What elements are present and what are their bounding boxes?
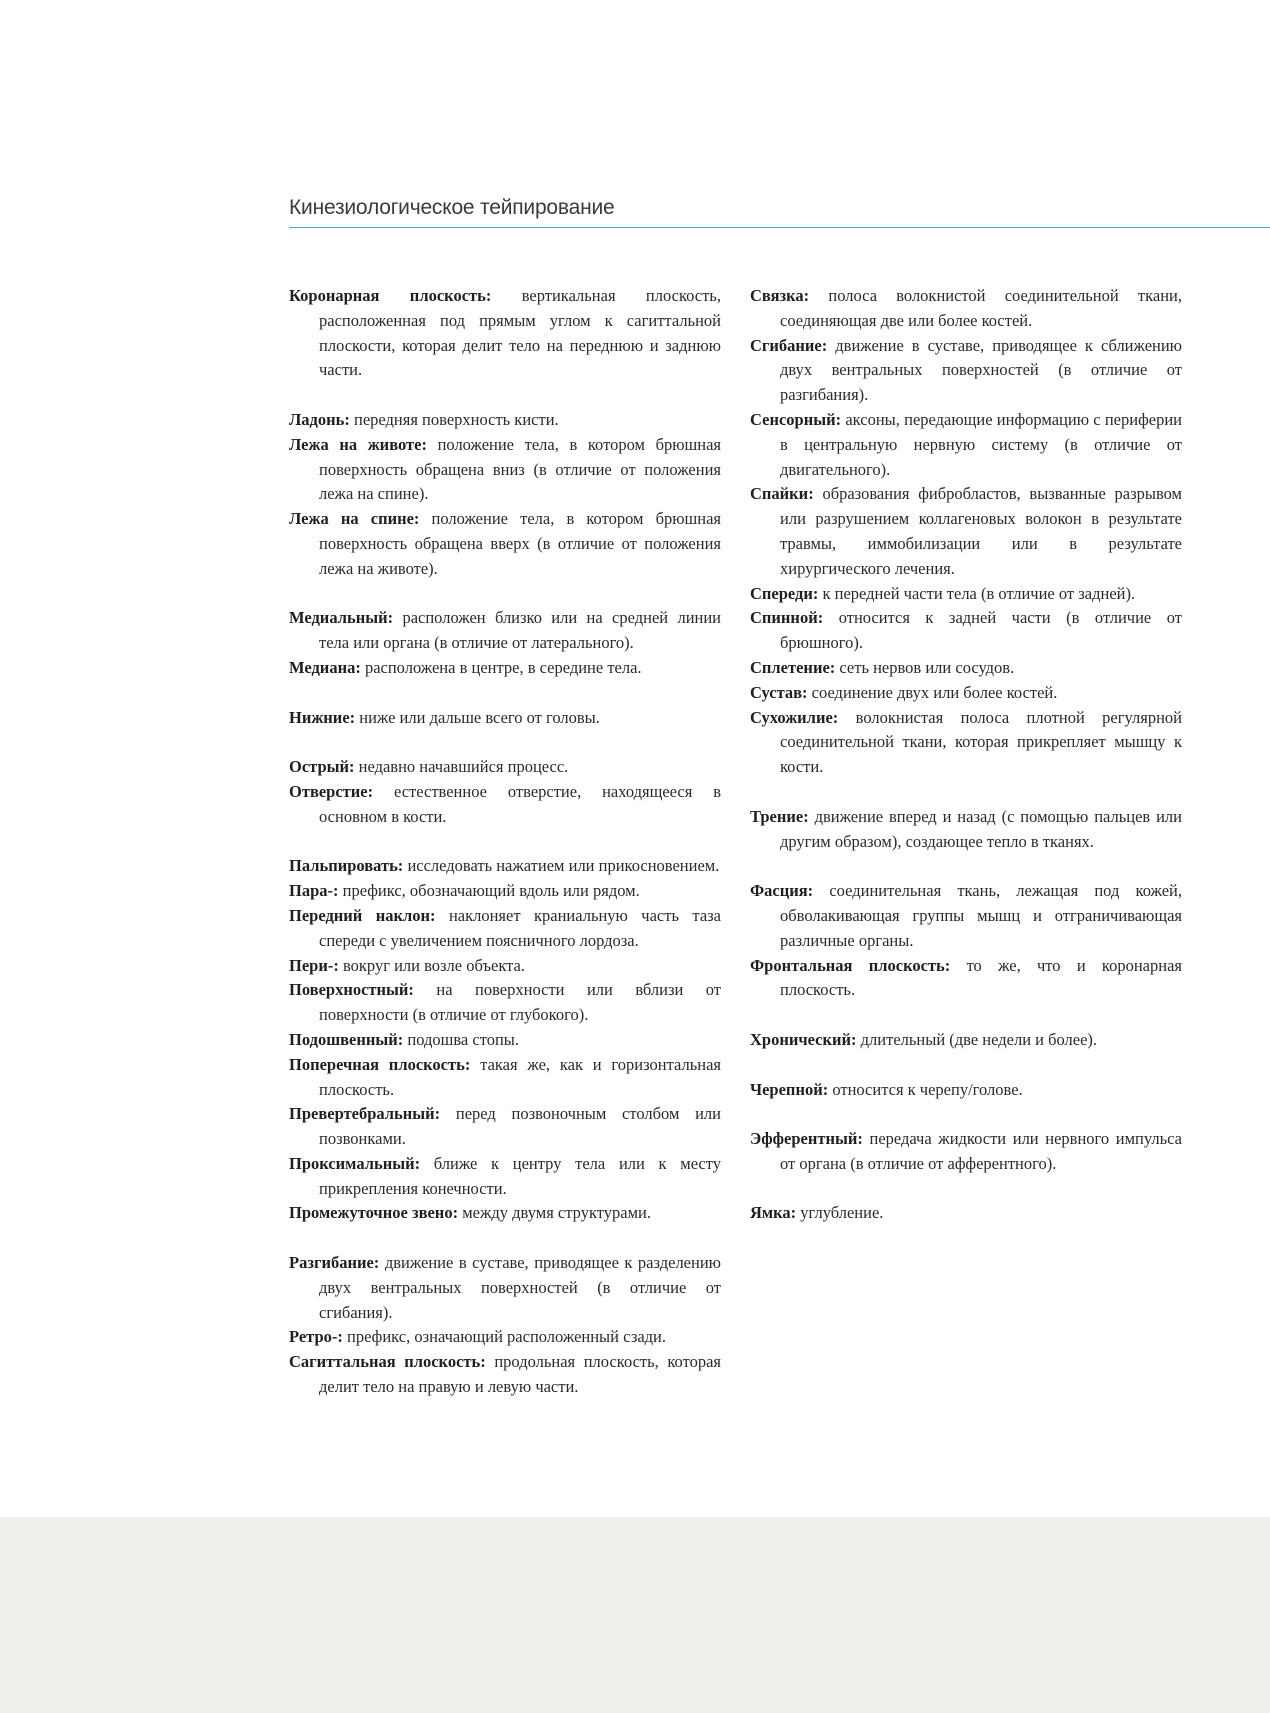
glossary-entry [750, 482, 1182, 581]
glossary-entry [750, 706, 1182, 780]
glossary-entry [289, 854, 721, 879]
glossary-definition: продольная плоскость, которая делит тело на правую и левую части. [319, 1352, 721, 1397]
glossary-definition: относится к задней части (в отличие от брюшного). [780, 608, 1183, 653]
glossary-term: Пара-: [289, 881, 339, 901]
running-head-title: Кинезиологическое тейпирование [289, 196, 615, 219]
glossary-term: Сгибание: [750, 335, 828, 355]
glossary-definition: положение тела, в котором брюшная поверхность обращена вниз (в отличие от положения лежа на спине). [319, 434, 722, 504]
glossary-term: Поперечная плоскость: [289, 1054, 471, 1074]
glossary-term: Спинной: [750, 608, 824, 628]
glossary-definition: соединительная ткань, лежащая под кожей, обволакивающая группы мышц и отграничивающая различные органы. [780, 881, 1182, 950]
glossary-term: Передний наклон: [289, 905, 436, 925]
glossary-definition: углубление. [800, 1203, 884, 1223]
glossary-entry [750, 954, 1182, 1004]
glossary-definition: длительный (две недели и более). [860, 1029, 1098, 1049]
glossary-definition: аксоны, передающие информацию с периферии в центральную нервную систему (в отличие от двигательного). [780, 409, 1182, 479]
glossary-term: Сплетение: [750, 657, 836, 677]
glossary-term: Спайки: [750, 484, 814, 504]
glossary-entry [750, 1078, 1182, 1103]
glossary-term: Превертебральный: [289, 1104, 441, 1124]
glossary-definition: на поверхности или вблизи от поверхности (в отличие от глубокого). [319, 980, 722, 1025]
glossary-term: Поверхностный: [289, 980, 414, 1000]
glossary-definition: префикс, означающий расположенный сзади. [347, 1327, 667, 1347]
glossary-term: Проксимальный: [289, 1153, 421, 1173]
glossary-definition: недавно начавшийся процесс. [358, 757, 569, 777]
glossary-entry [750, 1201, 1182, 1226]
glossary-definition: наклоняет краниальную часть таза спереди с увеличением поясничного лордоза. [319, 905, 721, 950]
glossary-term: Фронтальная плоскость: [750, 955, 951, 975]
glossary-term: Подошвенный: [289, 1029, 404, 1049]
glossary-definition: естественное отверстие, находящееся в основном в кости. [319, 781, 721, 826]
glossary-term: Сухожилие: [750, 707, 839, 727]
glossary-entry [289, 1053, 721, 1103]
glossary-entry [750, 681, 1182, 706]
glossary-entry [750, 284, 1182, 334]
header-rule [289, 227, 1270, 228]
glossary-term: Медиальный: [289, 608, 394, 628]
glossary-term: Разгибание: [289, 1253, 380, 1273]
glossary-definition: между двумя структурами. [462, 1203, 651, 1223]
glossary-entry [289, 433, 721, 507]
glossary-definition: перед позвоночным столбом или позвонками. [319, 1104, 721, 1149]
glossary-entry [750, 656, 1182, 681]
glossary-term: Медиана: [289, 657, 361, 677]
glossary-entry [289, 1325, 721, 1350]
glossary-entry [750, 606, 1182, 656]
glossary-term: Трение: [750, 806, 809, 826]
glossary-column-left [289, 284, 721, 1400]
glossary-entry [289, 656, 721, 681]
glossary-definition: соединение двух или более костей. [811, 682, 1058, 702]
glossary-definition: положение тела, в котором брюшная поверхность обращена вверх (в отличие от положения лежа на животе). [319, 509, 722, 578]
glossary-definition: передняя поверхность кисти. [354, 409, 559, 429]
glossary-entry [289, 284, 721, 383]
glossary-definition: то же, что и коронарная плоскость. [780, 955, 1182, 1000]
glossary-definition: такая же, как и горизонтальная плоскость. [319, 1054, 721, 1099]
glossary-term: Ямка: [750, 1203, 797, 1223]
glossary-definition: к передней части тела (в отличие от задней). [822, 583, 1136, 603]
glossary-definition: префикс, обозначающий вдоль или рядом. [342, 881, 640, 901]
glossary-term: Связка: [750, 286, 810, 305]
glossary-entry [289, 408, 721, 433]
glossary-definition: полоса волокнистой соединительной ткани, соединяющая две или более костей. [780, 286, 1183, 330]
glossary-term: Сагиттальная плоскость: [289, 1352, 486, 1372]
glossary-definition: исследовать нажатием или прикосновением. [407, 856, 720, 876]
glossary-definition: ближе к центру тела или к месту прикрепления конечности. [319, 1153, 721, 1198]
glossary-column-right [750, 284, 1182, 1226]
glossary-definition: волокнистая полоса плотной регулярной соединительной ткани, которая прикрепляет мышцу к кости. [780, 707, 1183, 777]
glossary-entry [289, 879, 721, 904]
glossary-definition: ниже или дальше всего от головы. [359, 707, 600, 727]
glossary-term: Эфферентный: [750, 1129, 863, 1149]
glossary-definition: движение в суставе, приводящее к сближению двух вентральных поверхностей (в отличие от разгибания). [780, 335, 1183, 405]
glossary-entry [289, 1028, 721, 1053]
glossary-term: Спереди: [750, 583, 819, 603]
glossary-entry [289, 507, 721, 581]
glossary-entry [289, 978, 721, 1028]
glossary-entry [750, 1127, 1182, 1177]
glossary-term: Сустав: [750, 682, 808, 702]
glossary-entry [750, 805, 1182, 855]
glossary-entry [289, 954, 721, 979]
glossary-term: Промежуточное звено: [289, 1203, 459, 1223]
glossary-entry [750, 1028, 1182, 1053]
glossary-definition: расположен близко или на средней линии тела или органа (в отличие от латерального). [319, 608, 722, 653]
glossary-term: Отверстие: [289, 781, 374, 801]
glossary-term: Лежа на животе: [289, 434, 427, 454]
glossary-definition: движение в суставе, приводящее к разделению двух вентральных поверхностей (в отличие от сгибания). [319, 1253, 721, 1322]
glossary-entry [750, 582, 1182, 607]
glossary-entry [289, 606, 721, 656]
glossary-entry [289, 1152, 721, 1202]
glossary-entry [750, 408, 1182, 482]
glossary-definition: вокруг или возле объекта. [342, 955, 525, 975]
glossary-term: Острый: [289, 757, 355, 777]
glossary-entry [750, 334, 1182, 408]
glossary-entry [289, 904, 721, 954]
glossary-entry [289, 1350, 721, 1400]
glossary-term: Коронарная плоскость: [289, 286, 492, 305]
footer-band [0, 1517, 1270, 1713]
glossary-term: Пери-: [289, 955, 339, 975]
glossary-term: Фасция: [750, 881, 814, 901]
glossary-term: Хронический: [750, 1029, 857, 1049]
glossary-definition: подошва стопы. [407, 1029, 519, 1049]
glossary-definition: вертикальная плоскость, расположенная под прямым углом к сагиттальной плоскости, которая делит тело на переднюю и заднюю части. [319, 286, 721, 380]
glossary-definition: относится к черепу/голове. [832, 1079, 1023, 1099]
glossary-definition: расположена в центре, в середине тела. [364, 657, 642, 677]
glossary-entry [289, 1201, 721, 1226]
glossary-entry [289, 755, 721, 780]
glossary-term: Лежа на спине: [289, 509, 420, 529]
glossary-entry [289, 706, 721, 731]
glossary-definition: сеть нервов или сосудов. [839, 657, 1015, 677]
glossary-entry [289, 1102, 721, 1152]
glossary-term: Черепной: [750, 1079, 829, 1099]
glossary-entry [289, 780, 721, 830]
glossary-definition: движение вперед и назад (с помощью пальцев или другим образом), создающее тепло в тканях. [780, 806, 1182, 851]
glossary-definition: образования фибробластов, вызванные разрывом или разрушением коллагеновых волокон в результате травмы, иммобилизации или в результате хирургического лечения. [780, 484, 1182, 578]
glossary-entry [750, 879, 1182, 953]
glossary-term: Сенсорный: [750, 409, 842, 429]
glossary-term: Пальпировать: [289, 856, 404, 876]
glossary-entry [289, 1251, 721, 1325]
glossary-term: Нижние: [289, 707, 356, 727]
glossary-term: Ладонь: [289, 409, 350, 429]
glossary-term: Ретро-: [289, 1327, 343, 1347]
glossary-definition: передача жидкости или нервного импульса от органа (в отличие от афферентного). [780, 1129, 1182, 1173]
